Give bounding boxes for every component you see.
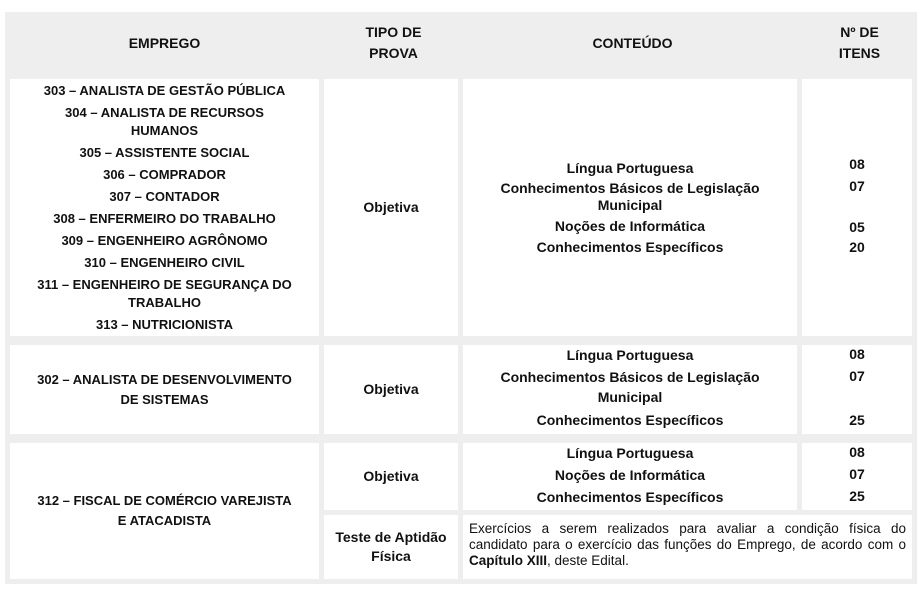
emprego-line: E ATACADISTA [117, 513, 212, 528]
itens-value: 20 [849, 239, 865, 255]
emprego-line: 302 – ANALISTA DE DESENVOLVIMENTO [37, 371, 292, 387]
group1-tipo-cell [324, 79, 458, 336]
header-emprego [5, 12, 324, 74]
table-row-group2 [5, 340, 917, 438]
itens-value: 07 [849, 368, 865, 384]
header-tipo-line1: TIPO DE [365, 24, 422, 40]
conteudo-item: Conhecimentos Básicos de Legislação [500, 369, 760, 385]
group2-tipo-text: Objetiva [363, 381, 419, 397]
emprego-item: 311 – ENGENHEIRO DE SEGURANÇA DO [37, 276, 292, 292]
itens-value: 05 [849, 219, 865, 235]
table-row-group1 [5, 74, 917, 340]
header-conteudo [463, 12, 802, 74]
header-numero-itens [802, 12, 917, 74]
group1-itens-cell [802, 79, 912, 336]
group3-itens-cell [802, 443, 912, 510]
group2-tipo-cell [324, 345, 458, 434]
conteudo-item: Língua Portuguesa [566, 347, 694, 363]
group1-emprego-cell [10, 79, 319, 336]
itens-value: 08 [849, 346, 865, 362]
emprego-line: 312 – FISCAL DE COMÉRCIO VAREJISTA [37, 493, 292, 508]
group3-tipo-teste-line2: Física [371, 548, 411, 564]
header-tipo-de-prova [324, 12, 463, 74]
group3-conteudo-cell [463, 443, 797, 510]
conteudo-item: Municipal [597, 389, 663, 405]
conteudo-item: Conhecimentos Específicos [536, 489, 724, 505]
emprego-item: 303 – ANALISTA DE GESTÃO PÚBLICA [43, 82, 286, 98]
itens-value: 25 [849, 412, 865, 428]
emprego-item: 304 – ANALISTA DE RECURSOS [65, 104, 264, 120]
emprego-line: DE SISTEMAS [120, 391, 209, 407]
header-tipo-line2: PROVA [369, 45, 418, 61]
teste-description-end: , deste Edital. [547, 553, 629, 568]
conteudo-item: Conhecimentos Básicos de Legislação [500, 179, 760, 196]
emprego-item: 306 – COMPRADOR [103, 166, 226, 182]
header-itens-line1: Nº DE [840, 24, 879, 40]
itens-value: 07 [849, 466, 865, 482]
group3-tipo-objetiva-cell [324, 443, 458, 510]
conteudo-item: Conhecimentos Específicos [536, 412, 724, 428]
group3-teste-description-cell [463, 515, 912, 579]
group3-tipo-objetiva-text: Objetiva [363, 468, 419, 484]
conteudo-item: Noções de Informática [554, 217, 706, 234]
group2-conteudo-cell [463, 345, 797, 434]
itens-value: 07 [849, 178, 865, 194]
group2-itens-cell [802, 345, 912, 434]
emprego-item: HUMANOS [130, 122, 199, 138]
group3-emprego-cell [10, 443, 319, 579]
conteudo-item: Noções de Informática [554, 467, 706, 483]
header-conteudo-text: CONTEÚDO [592, 34, 673, 51]
emprego-item: 307 – CONTADOR [109, 188, 220, 204]
group3-tipo-teste-cell [324, 515, 458, 579]
emprego-item: 308 – ENFERMEIRO DO TRABALHO [53, 210, 276, 226]
conteudo-item: Língua Portuguesa [566, 159, 694, 176]
teste-description-bold: Capítulo XIII [469, 553, 548, 568]
itens-value: 25 [849, 488, 865, 504]
group1-conteudo-cell [463, 79, 797, 336]
table-row-group3 [5, 438, 917, 584]
conteudo-item: Conhecimentos Específicos [536, 238, 724, 255]
group3-tipo-teste-line1: Teste de Aptidão [335, 529, 447, 545]
emprego-item: TRABALHO [128, 294, 201, 310]
conteudo-item: Municipal [597, 196, 663, 213]
emprego-item: 305 – ASSISTENTE SOCIAL [79, 144, 250, 160]
table-header [5, 12, 917, 74]
itens-value: 08 [849, 444, 865, 460]
header-itens-line2: ITENS [838, 45, 881, 61]
emprego-item: 310 – ENGENHEIRO CIVIL [84, 254, 245, 270]
group1-tipo-text: Objetiva [363, 199, 419, 215]
teste-description-text: Exercícios a serem realizados para avaliar a condição física do candidato para o exercício das funções do Emprego, de acordo com o [469, 521, 906, 552]
emprego-item: 313 – NUTRICIONISTA [95, 316, 233, 332]
conteudo-item: Língua Portuguesa [566, 445, 694, 461]
itens-value: 08 [849, 156, 865, 172]
emprego-item: 309 – ENGENHEIRO AGRÔNOMO [61, 232, 268, 248]
group2-emprego-cell [10, 345, 319, 434]
header-emprego-text: EMPREGO [128, 34, 201, 51]
